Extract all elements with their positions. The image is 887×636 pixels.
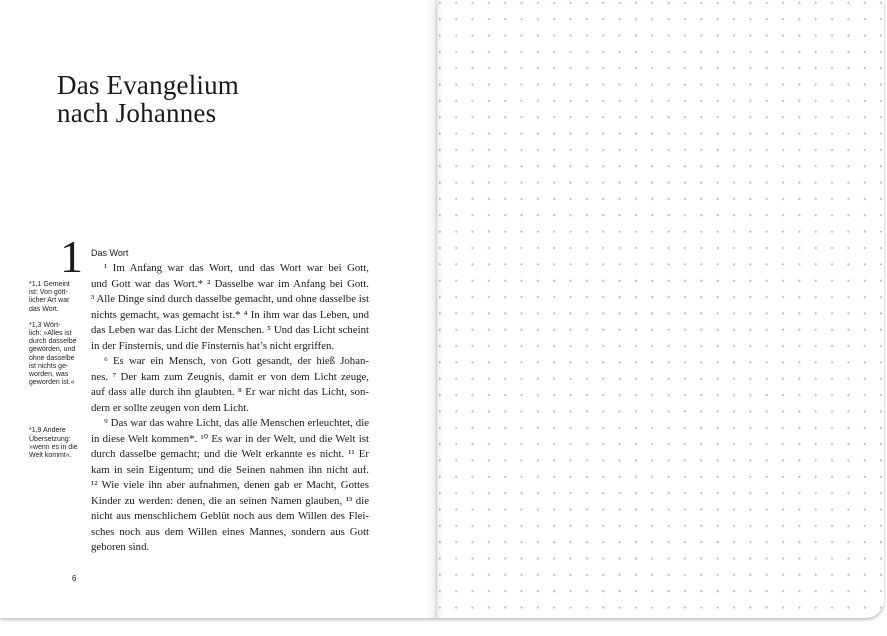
page-number: 6 — [72, 574, 77, 583]
body-line: in diese Welt kommen*. ¹⁰ Es war in der Welt, und die Welt ist — [91, 432, 369, 445]
body-line: das Leben war das Licht der Menschen. ⁵ Und das Licht scheint — [91, 324, 369, 336]
title-line-1: Das Evangelium — [57, 70, 240, 100]
footnote-1-9: *1,9 Andere Übersetzung: »wenn es in die Welt kommt«. — [29, 427, 78, 460]
body-line: ⁹ Das war das wahre Licht, das alle Menschen erleuchtet, die — [104, 417, 369, 429]
body-line: sches noch aus dem Willen eines Mannes, sondern aus Gott — [91, 525, 369, 538]
body-line: nicht aus menschlichem Geblüt noch aus dem Willen des Flei- — [91, 510, 369, 522]
chapter-number: 1 — [60, 231, 83, 282]
body-line: auf dass alle durch ihn glaubten. ⁸ Er war nicht das Licht, son- — [91, 386, 369, 398]
body-line: Kinder zu werden: denen, die an seinen Namen glauben, ¹³ die — [91, 494, 369, 507]
right-page-dot-grid — [437, 0, 884, 618]
body-line: in der Finsternis, und die Finsternis hat’s nicht ergriffen. — [91, 339, 335, 352]
body-line: nichts gemacht, was gemacht ist.* ⁴ In ihm war das Leben, und — [91, 308, 369, 321]
footnote-1-3: *1,3 Wört- lich: »Alles ist durch dasselbe geworden, und ohne dasselbe ist nichts ge- worden, was geworden ist.« — [29, 321, 77, 387]
body-line: und Gott war das Wort.* ² Dasselbe war im Anfang bei Gott. — [91, 277, 369, 290]
section-heading: Das Wort — [91, 248, 129, 258]
title-line-2: nach Johannes — [57, 98, 217, 128]
body-line: ¹ Im Anfang war das Wort, und das Wort war bei Gott, — [104, 262, 369, 274]
body-line: ⁶ Es war ein Mensch, von Gott gesandt, der hieß Johan- — [104, 355, 369, 367]
body-line: geboren sind. — [91, 541, 150, 553]
body-line: kam in sein Eigentum; und die Seinen nahmen ihn nicht auf. — [91, 463, 369, 476]
body-line: dern er sollte zeugen von dem Licht. — [91, 401, 249, 414]
body-line: durch dasselbe gemacht; und die Welt erkannte es nicht. ¹¹ Er — [91, 448, 369, 460]
body-line: ¹² Wie viele ihn aber aufnahmen, denen gab er Macht, Gottes — [91, 479, 369, 491]
footnote-1-1: *1,1 Gemeint ist: Von gött- licher Art war das Wort. — [29, 281, 70, 313]
footnotes-column — [29, 281, 84, 468]
book-title — [57, 71, 239, 127]
body-line: nes. ⁷ Der kam zum Zeugnis, damit er von dem Licht zeuge, — [91, 370, 369, 383]
chapter-body-text — [91, 261, 369, 556]
body-line: ³ Alle Dinge sind durch dasselbe gemacht, und ohne dasselbe ist — [91, 293, 369, 305]
left-page — [0, 0, 437, 618]
